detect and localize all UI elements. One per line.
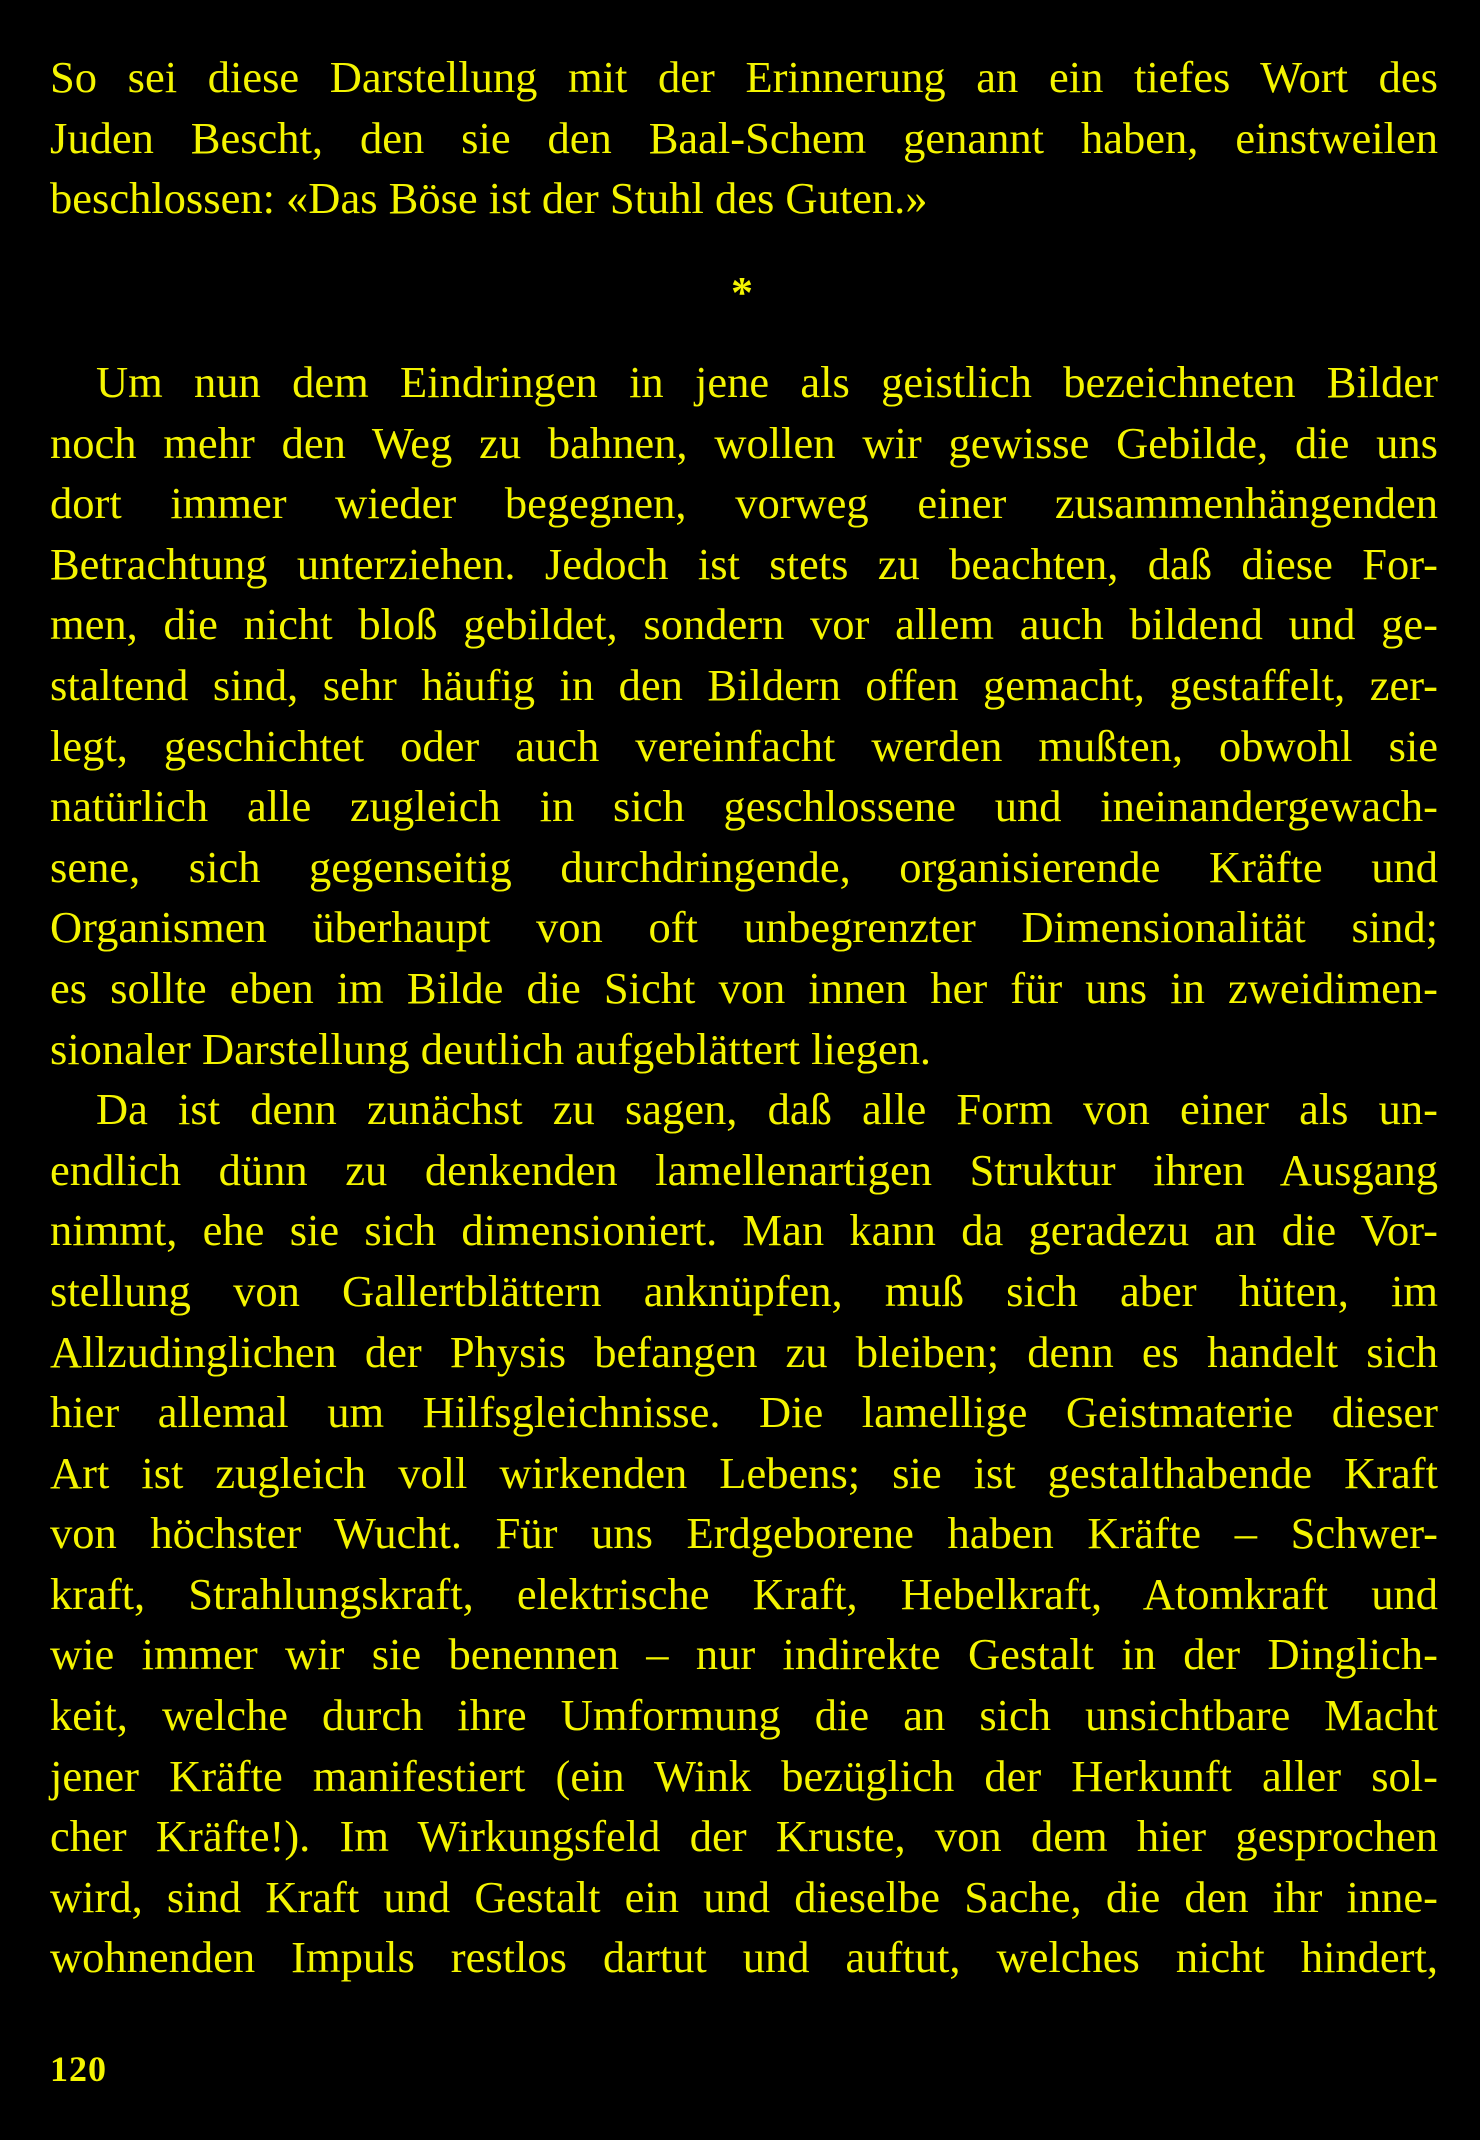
text-line: Um nun dem Eindringen in jene als geistlich bezeichneten Bilder — [96, 357, 1438, 407]
paragraph-2 — [50, 1079, 1438, 1988]
text-line: wie immer wir sie benennen – nur indirekte Gestalt in der Dinglich- — [50, 1629, 1438, 1680]
text-line: So sei diese Darstellung mit der Erinnerung an ein tiefes Wort des — [50, 52, 1438, 102]
text-line: Organismen überhaupt von oft unbegrenzter Dimensionalität sind; — [50, 902, 1438, 953]
text-line: dort immer wieder begegnen, vorweg einer zusammenhängenden — [50, 478, 1438, 529]
asterisk-separator: * — [731, 268, 753, 317]
text-line: Art ist zugleich voll wirkenden Lebens; sie ist gestalthabende Kraft — [50, 1447, 1438, 1498]
paragraph-1 — [50, 352, 1438, 1079]
body-text — [50, 352, 1438, 1988]
section-separator — [0, 263, 1480, 323]
text-line: wird, sind Kraft und Gestalt ein und dieselbe Sache, die den ihr inne- — [50, 1871, 1438, 1922]
text-line: jener Kräfte manifestiert (ein Wink bezüglich der Herkunft aller sol- — [50, 1750, 1438, 1801]
text-line: beschlossen: «Das Böse ist der Stuhl des Guten.» — [50, 173, 928, 224]
text-line: nimmt, ehe sie sich dimensioniert. Man kann da geradezu an die Vor- — [50, 1205, 1438, 1256]
text-line: cher Kräfte!). Im Wirkungsfeld der Kruste, von dem hier gesprochen — [50, 1811, 1438, 1862]
text-line: staltend sind, sehr häufig in den Bildern offen gemacht, gestaffelt, zer- — [50, 659, 1438, 710]
text-line: es sollte eben im Bilde die Sicht von innen her für uns in zweidimen- — [50, 962, 1438, 1013]
page-number: 120 — [50, 2049, 107, 2089]
text-line: noch mehr den Weg zu bahnen, wollen wir gewisse Gebilde, die uns — [50, 417, 1438, 468]
text-line: men, die nicht bloß gebildet, sondern vor allem auch bildend und ge- — [50, 599, 1438, 650]
text-line: legt, geschichtet oder auch vereinfacht werden mußten, obwohl sie — [50, 720, 1438, 771]
text-line: von höchster Wucht. Für uns Erdgeborene haben Kräfte – Schwer- — [50, 1508, 1438, 1559]
text-line: Da ist denn zunächst zu sagen, daß alle Form von einer als un- — [96, 1084, 1438, 1135]
text-line: hier allemal um Hilfsgleichnisse. Die lamellige Geistmaterie dieser — [50, 1387, 1438, 1438]
text-line: sene, sich gegenseitig durchdringende, organisierende Kräfte und — [50, 841, 1438, 892]
text-line: Betrachtung unterziehen. Jedoch ist stets zu beachten, daß diese For- — [50, 538, 1438, 589]
opening-paragraph — [50, 47, 1438, 229]
text-line: natürlich alle zugleich in sich geschlossene und ineinandergewach- — [50, 781, 1438, 832]
text-line: wohnenden Impuls restlos dartut und auftut, welches nicht hindert, — [50, 1932, 1438, 1983]
text-line: keit, welche durch ihre Umformung die an sich unsichtbare Macht — [50, 1690, 1438, 1741]
text-line: Allzudinglichen der Physis befangen zu bleiben; denn es handelt sich — [50, 1326, 1438, 1377]
text-line: sionaler Darstellung deutlich aufgeblättert liegen. — [50, 1023, 932, 1074]
text-line: Juden Bescht, den sie den Baal-Schem genannt haben, einstweilen — [50, 112, 1438, 163]
text-line: stellung von Gallertblättern anknüpfen, muß sich aber hüten, im — [50, 1265, 1438, 1316]
text-line: endlich dünn zu denkenden lamellenartigen Struktur ihren Ausgang — [50, 1144, 1438, 1195]
text-line: kraft, Strahlungskraft, elektrische Kraft, Hebelkraft, Atomkraft und — [50, 1568, 1438, 1619]
